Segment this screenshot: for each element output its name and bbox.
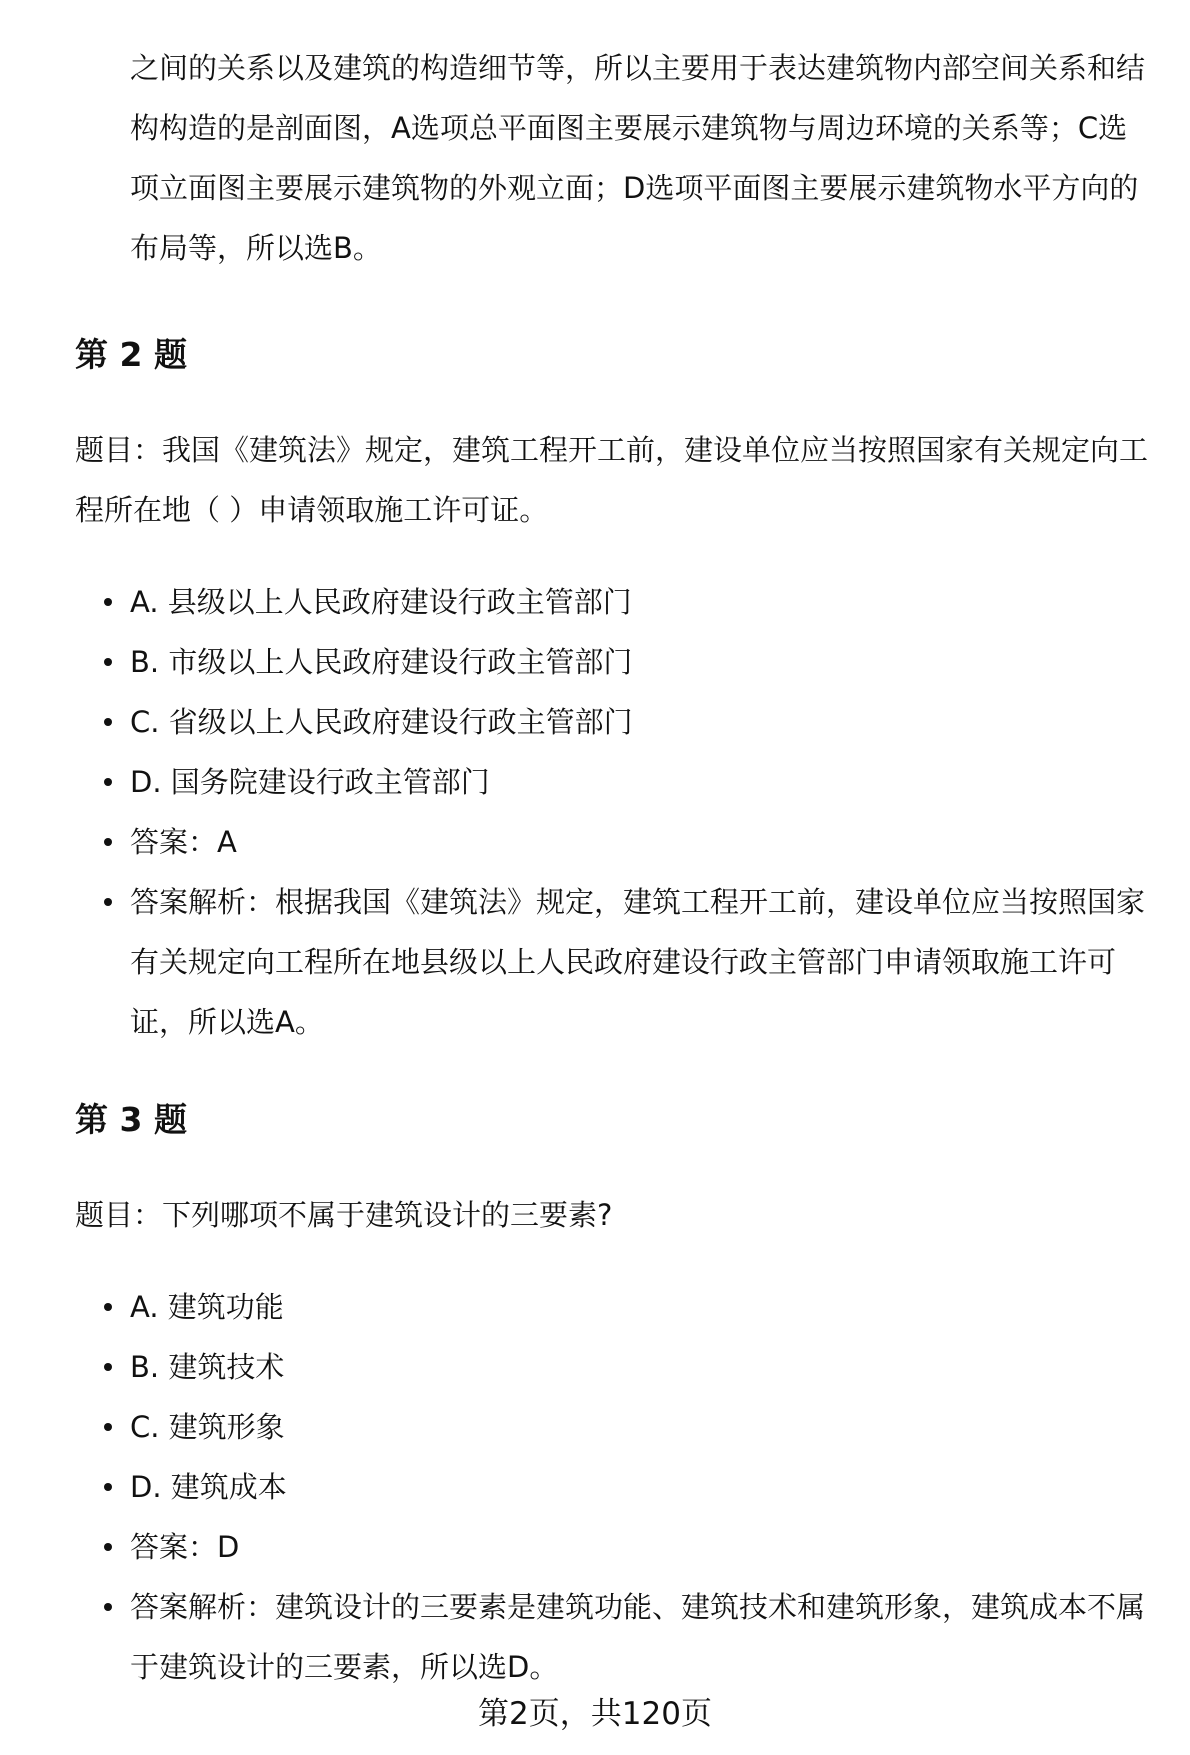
question-3-heading: 第 3 题 — [75, 1100, 187, 1139]
page-footer: 第2页，共120页 — [478, 1696, 712, 1732]
question-2-explanation: 答案解析：根据我国《建筑法》规定，建筑工程开工前，建设单位应当按照国家有关规定向工程所在地县级以上人民政府建设行政主管部门申请领取施工许可证，所以选A。 — [0, 872, 1160, 1052]
previous-explanation-continuation: 之间的关系以及建筑的构造细节等，所以主要用于表达建筑物内部空间关系和结构构造的是剖面图，A选项总平面图主要展示建筑物与周边环境的关系等；C选项立面图主要展示建筑物的外观立面；D选项平面图主要展示建筑物水平方向的布局等，所以选B。 — [130, 51, 1146, 265]
question-3-option-b: B. 建筑技术 — [0, 1337, 1160, 1397]
question-2-text: 题目：我国《建筑法》规定，建筑工程开工前，建设单位应当按照国家有关规定向工程所在地（ ）申请领取施工许可证。 — [75, 433, 1149, 527]
question-2-option-b: B. 市级以上人民政府建设行政主管部门 — [0, 632, 1160, 692]
question-2-answer: 答案：A — [0, 812, 1160, 872]
question-3-options — [0, 1277, 1160, 1697]
question-2-option-d: D. 国务院建设行政主管部门 — [0, 752, 1160, 812]
question-2-heading: 第 2 题 — [75, 335, 187, 374]
question-2-option-c: C. 省级以上人民政府建设行政主管部门 — [0, 692, 1160, 752]
question-3-text: 题目：下列哪项不属于建筑设计的三要素? — [75, 1198, 613, 1232]
question-3-explanation: 答案解析：建筑设计的三要素是建筑功能、建筑技术和建筑形象，建筑成本不属于建筑设计的三要素，所以选D。 — [0, 1577, 1160, 1697]
question-2-options — [0, 572, 1160, 1052]
question-3-option-d: D. 建筑成本 — [0, 1457, 1160, 1517]
question-2-option-a: A. 县级以上人民政府建设行政主管部门 — [0, 572, 1160, 632]
question-3-answer: 答案：D — [0, 1517, 1160, 1577]
question-3-option-a: A. 建筑功能 — [0, 1277, 1160, 1337]
question-3-option-c: C. 建筑形象 — [0, 1397, 1160, 1457]
